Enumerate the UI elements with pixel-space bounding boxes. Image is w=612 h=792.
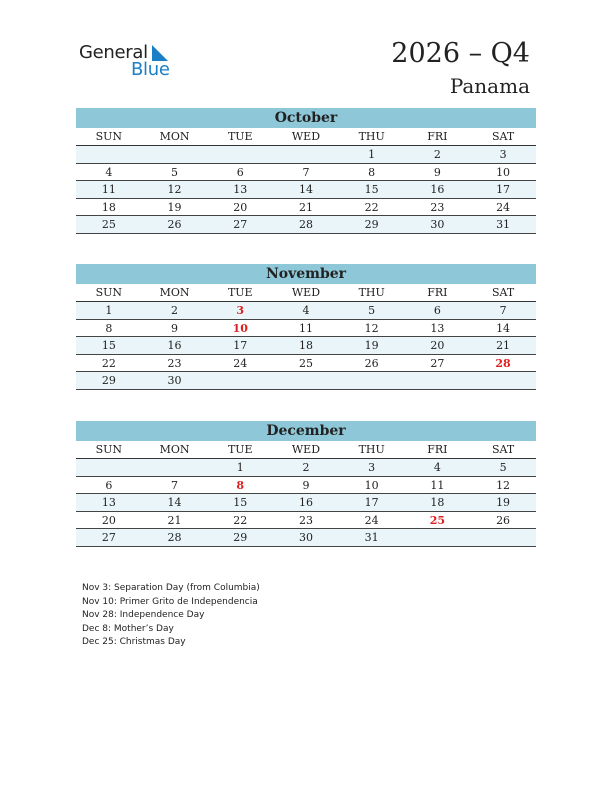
day-cell: 7: [171, 478, 179, 492]
empty-day-cell: [207, 146, 273, 163]
day-cell: 3: [368, 461, 376, 474]
day-cell: 6: [105, 478, 113, 492]
day-cell: 14: [298, 183, 313, 196]
day-cell: 23: [298, 513, 313, 527]
day-cell: 12: [496, 478, 511, 492]
day-cell: 1: [236, 461, 244, 474]
empty-day-cell: [142, 459, 208, 476]
day-cell: 8: [236, 478, 245, 492]
day-cell: 2: [302, 461, 310, 474]
empty-day-cell: [142, 146, 208, 163]
weekday-label: TUE: [227, 130, 253, 143]
day-cell: 20: [430, 339, 445, 352]
month-header: October: [76, 108, 536, 128]
day-cell: 25: [101, 218, 116, 231]
day-cell: 31: [496, 218, 511, 231]
day-cell: 25: [298, 356, 313, 370]
day-cell: 4: [105, 165, 113, 179]
country-name: Panama: [449, 74, 530, 98]
day-cell: 27: [430, 356, 445, 370]
day-cell: 14: [167, 496, 182, 509]
empty-day-cell: [405, 529, 471, 546]
day-cell: 19: [364, 339, 379, 352]
day-cell: 31: [364, 531, 379, 544]
day-cell: 10: [496, 165, 511, 179]
weekday-label: WED: [291, 130, 321, 143]
weekday-label: TUE: [227, 443, 253, 456]
day-cell: 12: [364, 321, 379, 335]
day-cell: 24: [364, 513, 379, 527]
day-cell: 26: [167, 218, 182, 231]
day-cell: 21: [167, 513, 182, 527]
day-cell: 10: [232, 321, 248, 335]
day-cell: 10: [364, 478, 379, 492]
weekday-label: SUN: [95, 130, 123, 143]
week-row: [76, 372, 536, 390]
holiday-note: Dec 25: Christmas Day: [82, 637, 186, 648]
day-cell: 29: [101, 374, 116, 387]
weekday-label: THU: [358, 130, 385, 143]
week-row: [76, 181, 536, 199]
day-cell: 16: [298, 496, 313, 509]
day-cell: 22: [364, 200, 379, 214]
day-cell: 28: [167, 531, 182, 544]
day-cell: 21: [298, 200, 313, 214]
week-row: [76, 512, 536, 530]
day-cell: 15: [101, 339, 116, 352]
month-calendar: [76, 264, 536, 390]
month-header: November: [76, 264, 536, 284]
day-cell: 25: [429, 513, 446, 527]
empty-day-cell: [207, 372, 273, 389]
day-cell: 12: [167, 183, 182, 196]
page-title: 2026 – Q4: [391, 38, 530, 69]
weekday-label: THU: [358, 286, 385, 299]
weekday-label: FRI: [427, 443, 448, 456]
day-cell: 30: [298, 531, 313, 544]
weekday-label: FRI: [427, 130, 448, 143]
day-cell: 28: [298, 218, 313, 231]
day-cell: 5: [499, 461, 507, 474]
day-cell: 4: [433, 461, 441, 474]
holiday-note: Dec 8: Mother’s Day: [82, 623, 174, 634]
day-cell: 30: [430, 218, 445, 231]
weekday-header-row: [76, 128, 536, 146]
day-cell: 16: [167, 339, 182, 352]
weekday-header-row: [76, 284, 536, 302]
day-cell: 26: [496, 513, 511, 527]
day-cell: 29: [233, 531, 248, 544]
day-cell: 24: [233, 356, 248, 370]
day-cell: 16: [430, 183, 445, 196]
empty-day-cell: [470, 529, 536, 546]
empty-day-cell: [76, 459, 142, 476]
day-cell: 18: [298, 339, 313, 352]
day-cell: 7: [499, 304, 507, 317]
empty-day-cell: [273, 372, 339, 389]
weekday-header-row: [76, 441, 536, 459]
week-row: [76, 164, 536, 182]
day-cell: 1: [368, 148, 376, 161]
day-cell: 1: [105, 304, 113, 317]
weekday-label: TUE: [227, 286, 253, 299]
day-cell: 6: [433, 304, 441, 317]
day-cell: 18: [101, 200, 116, 214]
holiday-note: Nov 10: Primer Grito de Independencia: [82, 596, 258, 607]
day-cell: 11: [430, 478, 445, 492]
logo-general-text: General: [79, 42, 148, 63]
empty-day-cell: [405, 372, 471, 389]
empty-day-cell: [339, 372, 405, 389]
week-row: [76, 199, 536, 217]
weekday-label: THU: [358, 443, 385, 456]
day-cell: 9: [171, 321, 179, 335]
day-cell: 23: [430, 200, 445, 214]
week-row: [76, 337, 536, 355]
weekday-label: SAT: [491, 130, 515, 143]
day-cell: 3: [236, 304, 245, 317]
weekday-label: MON: [159, 286, 190, 299]
logo: [79, 42, 179, 82]
day-cell: 3: [499, 148, 507, 161]
weekday-label: SAT: [491, 286, 515, 299]
weekday-label: FRI: [427, 286, 448, 299]
week-row: [76, 477, 536, 495]
day-cell: 8: [105, 321, 113, 335]
day-cell: 17: [364, 496, 379, 509]
day-cell: 5: [368, 304, 376, 317]
day-cell: 8: [368, 165, 376, 179]
week-row: [76, 355, 536, 373]
day-cell: 15: [233, 496, 248, 509]
month-calendar: [76, 421, 536, 547]
day-cell: 15: [364, 183, 379, 196]
day-cell: 18: [430, 496, 445, 509]
day-cell: 9: [433, 165, 441, 179]
month-calendar: [76, 108, 536, 234]
weekday-label: WED: [291, 443, 321, 456]
day-cell: 17: [233, 339, 248, 352]
month-header: December: [76, 421, 536, 441]
day-cell: 5: [171, 165, 179, 179]
day-cell: 9: [302, 478, 310, 492]
day-cell: 19: [496, 496, 511, 509]
empty-day-cell: [470, 372, 536, 389]
week-row: [76, 216, 536, 234]
day-cell: 7: [302, 165, 310, 179]
day-cell: 26: [364, 356, 379, 370]
day-cell: 23: [167, 356, 182, 370]
empty-day-cell: [76, 146, 142, 163]
day-cell: 24: [496, 200, 511, 214]
day-cell: 4: [302, 304, 310, 317]
day-cell: 28: [495, 356, 511, 370]
weekday-label: SAT: [491, 443, 515, 456]
day-cell: 21: [496, 339, 511, 352]
day-cell: 20: [233, 200, 248, 214]
week-row: [76, 320, 536, 338]
holiday-note: Nov 28: Independence Day: [82, 610, 205, 621]
day-cell: 29: [364, 218, 379, 231]
day-cell: 13: [101, 496, 116, 509]
day-cell: 30: [167, 374, 182, 387]
day-cell: 27: [101, 531, 116, 544]
day-cell: 19: [167, 200, 182, 214]
week-row: [76, 494, 536, 512]
weekday-label: MON: [159, 130, 190, 143]
week-row: [76, 146, 536, 164]
day-cell: 14: [496, 321, 511, 335]
week-row: [76, 529, 536, 547]
weekday-label: SUN: [95, 443, 123, 456]
day-cell: 6: [236, 165, 244, 179]
day-cell: 2: [171, 304, 179, 317]
empty-day-cell: [273, 146, 339, 163]
day-cell: 11: [298, 321, 313, 335]
weekday-label: MON: [159, 443, 190, 456]
day-cell: 2: [433, 148, 441, 161]
day-cell: 17: [496, 183, 511, 196]
week-row: [76, 302, 536, 320]
day-cell: 13: [430, 321, 445, 335]
logo-blue-text: Blue: [131, 59, 170, 80]
day-cell: 13: [233, 183, 248, 196]
weekday-label: WED: [291, 286, 321, 299]
week-row: [76, 459, 536, 477]
holiday-notes: [82, 582, 260, 650]
day-cell: 11: [101, 183, 116, 196]
day-cell: 20: [101, 513, 116, 527]
day-cell: 22: [233, 513, 248, 527]
weekday-label: SUN: [95, 286, 123, 299]
holiday-note: Nov 3: Separation Day (from Columbia): [82, 583, 260, 593]
day-cell: 27: [233, 218, 248, 231]
day-cell: 22: [101, 356, 116, 370]
